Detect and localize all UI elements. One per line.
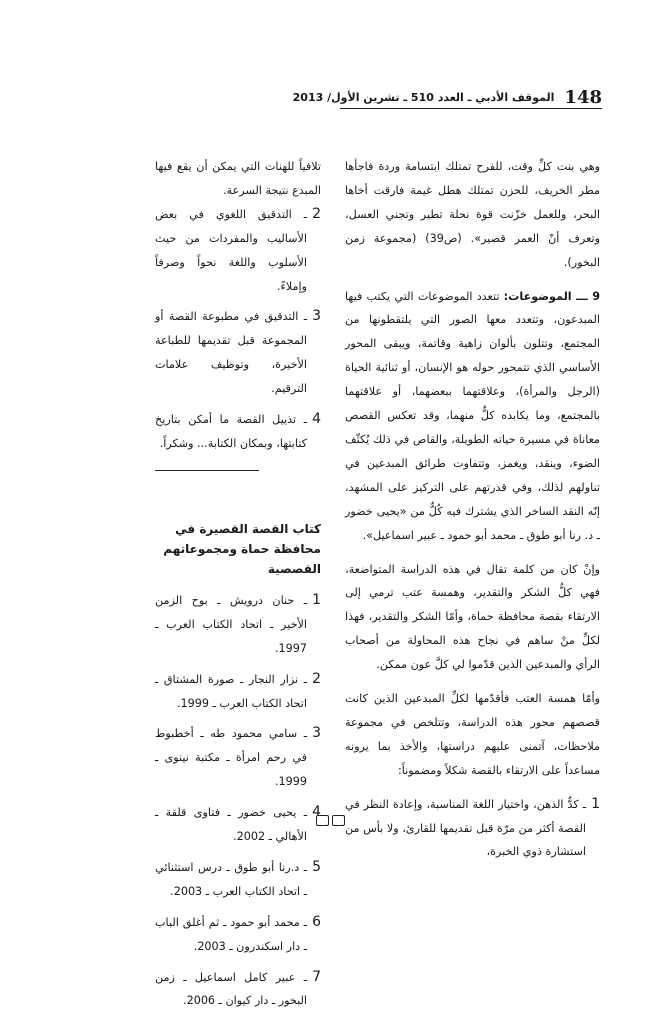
right-column [345,155,600,871]
item-number: 4 [312,411,321,428]
item-text: ـ محمد أبو حمود ـ ثم أغلق الباب ـ دار اسكندرون ـ 2003. [155,915,307,953]
paragraph-themes [345,285,600,548]
item-number: 1 [312,591,321,608]
list-item [155,589,321,661]
list-item [155,203,321,299]
item-text: ـ تذييل القصة ما أمكن بتاريخ كتابتها، وبمكان الكتابة... وشكراً. [155,413,307,450]
list-item [155,722,321,794]
paragraph-thanks: وإنْ كان من كلمة تقال في هذه الدراسة المتواضعة، فهي كلُّ الشكر والتقدير، وهمسة عتب ترمي إلى الارتقاء بقصة محافظة حماة، وأمّا الشكر والتقدير، فهذا لكلِّ منْ ساهم في نجاح هذه المحاولة من أصحاب الرأي والمبدعين الذين قدّموا لي كلَّ عون ممكن. [345,562,600,672]
item-number: 4 [312,804,321,821]
section-divider [155,470,259,471]
list-item [155,801,321,849]
list-item [155,856,321,904]
paragraph-continued: تلافياً للهنات التي يمكن أن يقع فيها المبدع نتيجة السرعة. [155,160,321,197]
item-number: 3 [312,308,321,325]
square-icon [332,815,345,826]
item-number: 5 [312,858,321,875]
item-number: 3 [312,725,321,742]
list-item [155,408,321,456]
item-text: ـ نزار النجار ـ صورة المشتاق ـ اتحاد الكتاب العرب ـ 1999. [155,672,307,710]
item-text: ـ حنان درويش ـ بوح الزمن الأخير ـ اتحاد الكتاب العرب ـ 1997. [155,593,307,655]
item-text: ـ د.رنا أبو طوق ـ درس استثنائي ـ اتحاد الكتاب العرب ـ 2003. [155,860,307,898]
item-text: ـ عبير كامل اسماعيل ـ زمن البخور ـ دار كيوان ـ 2006. [155,970,307,1008]
themes-body: تتعدد الموضوعات التي يكتب فيها المبدعون، وتتعدد معها الصور التي يلتقطونها من المجتمع، وتتلون بألوان زاهية وقاتمة، ويبقى المحور الأساسي الذي تتمحور حوله هو الإنسان، أو ثنائية الحياة (الرجل والمرأة)، وعلاقتهما ببعضهما، أو علاقتهما بالمجتمع، وما يكابده كلٌّ منهما، وقد تعكس القصص معاناة في مسيرة حياته الطويلة، والقاص في ذلك يُكثّف الضوء، وينقد، ويغمز، وتتفاوت طرائق المبدعين في تناولهم لذلك، وفي قدرتهم على التركيز على المشهد، إنّه النقد الساخر الذي يشترك فيه كُلٌّ من «يحيى خضور ـ د. رنا أبو طوق ـ محمد أبو حمود ـ عبير اسماعيل». [345,289,600,542]
item-number: 6 [312,913,321,930]
running-header [292,86,602,108]
section-title: كتاب القصة القصيرة في محافظة حماة ومجموعاتهم القصصية [163,521,321,576]
paragraph-quote-end: وهي بنت كلِّ وقت، للفرح تمتلك ابتسامة وردة فاجأها مطر الخريف، للحزن تمتلك هطل غيمة فارقت أخاها البحر، وللعمل خزّنت قوة نحلة تطير وتجني العسل، وتعرف أنّ العمر قصير». (ص39) (مجموعة زمن البخور). [345,160,600,269]
square-icon [316,815,329,826]
end-ornament-icon [316,815,346,827]
themes-heading: 9 ـــ الموضوعات: [503,289,600,303]
item-text: ـ التدقيق في مطبوعة القصة أو المجموعة قبل تقديمها للطباعة الأخيرة، وتوظيف علامات الترقيم. [155,310,307,396]
item-text: ـ كدُّ الذهن، واختيار اللغة المناسبة، وإعادة النظر في القصة أكثر من مرّة قبل تقديمها للقارئ، ولا بأس من استشارة ذوي الخبرة، [345,797,586,859]
item-text: ـ التدقيق اللغوي في بعض الأساليب والمفردات من حيث الأسلوب واللغة نحواً وصرفاً وإملاءً. [155,207,307,293]
list-item [155,966,321,1014]
item-text: ـ سامي محمود طه ـ أخطبوط في رحم امرأة ـ مكتبة نينوى ـ 1999. [155,727,307,789]
list-item [155,668,321,716]
item-number: 7 [312,968,321,985]
item-number: 1 [591,795,600,812]
item-number: 2 [312,205,321,222]
item-number: 2 [312,670,321,687]
list-item [345,793,600,865]
list-item [155,305,321,401]
header-rule [340,108,602,109]
paragraph-critique: وأمّا همسة العتب فأقدّمها لكلِّ المبدعين الذين كانت قصصهم محور هذه الدراسة، وتتلخص في مجموعة ملاحظات، آتمنى عليهم دراستها، والأخذ بما يرونه مساعداً على الارتقاء بالقصة شكلاً ومضموناً: [345,692,600,777]
item-text: ـ يحيى خضور ـ فتاوى قلقة ـ الأهالي ـ 2002. [155,806,307,844]
left-column [155,155,321,1020]
page-number: 148 [564,86,602,108]
journal-issue-title: الموقف الأدبي ـ العدد 510 ـ تشرين الأول/ 2013 [292,90,555,104]
